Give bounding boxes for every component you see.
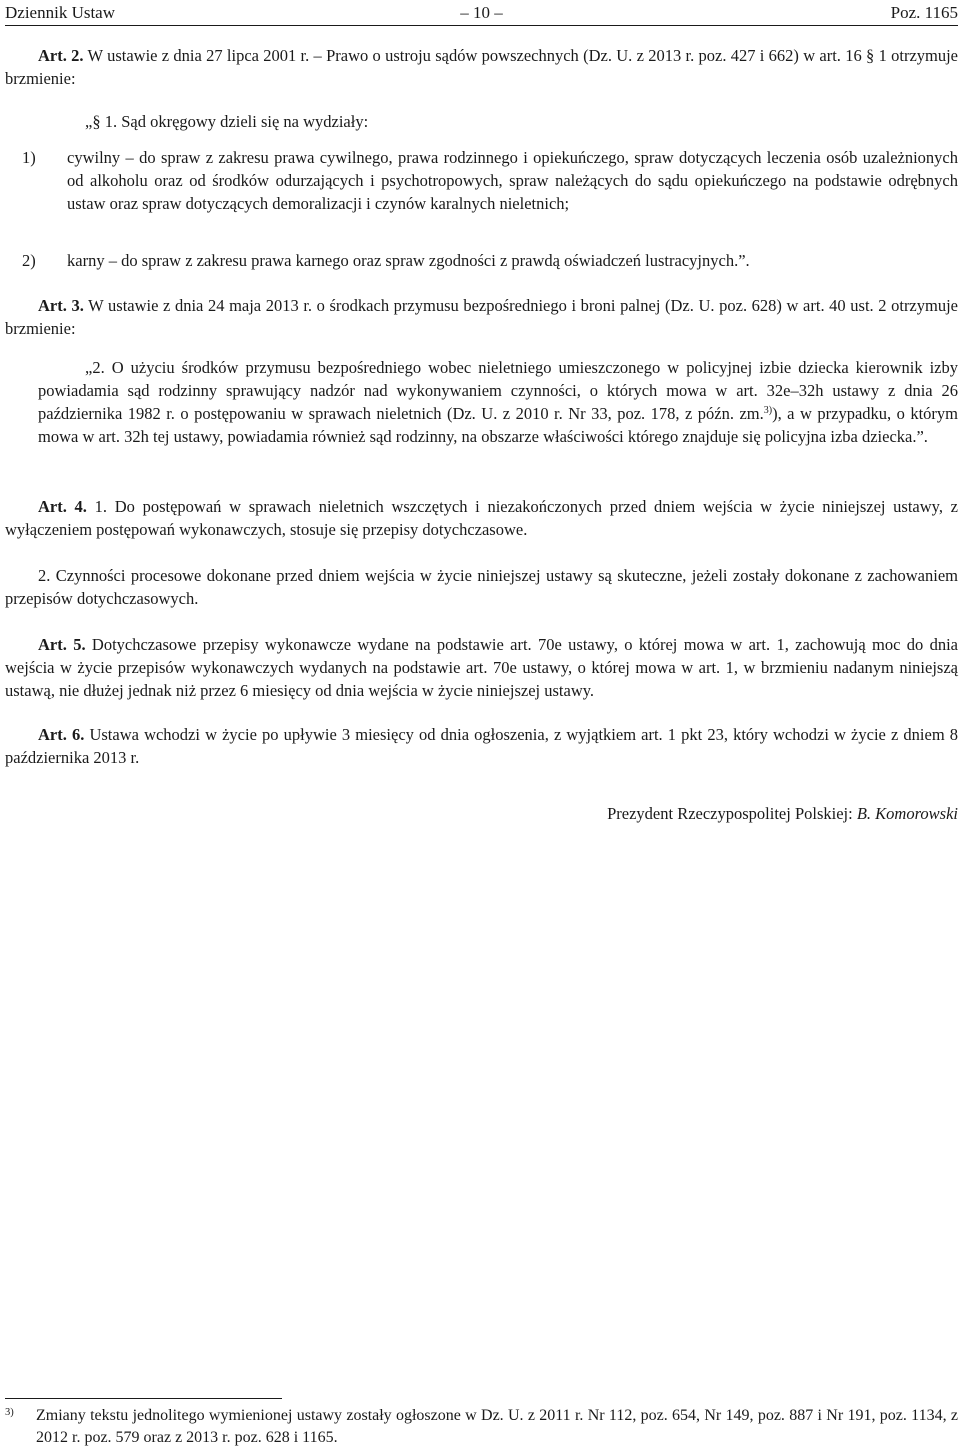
footnote-divider	[5, 1398, 282, 1399]
art5-paragraph	[5, 633, 958, 702]
art5-text: Dotychczasowe przepisy wykonawcze wydane na podstawie art. 70e ustawy, o której mowa w art. 1, zachowują moc do dnia wejścia w życie przepisów wykonawczych wydanych na podstawie art. 70e ustawy, o której mowa w art. 1, w brzmieniu nadanym niniejszą ustawą, nie dłużej jednak niż przez 6 miesięcy od dnia wejścia w życie niniejszej ustawy.	[5, 635, 959, 700]
art4-label: Art. 4.	[38, 497, 87, 516]
document-page	[5, 0, 958, 1447]
art3-text: W ustawie z dnia 24 maja 2013 r. o środkach przymusu bezpośredniego i broni palnej (Dz. U. poz. 628) w art. 40 ust. 2 otrzymuje brzmienie:	[5, 296, 959, 338]
art2-item-2	[5, 249, 958, 272]
art5-label: Art. 5.	[38, 635, 86, 654]
signature	[607, 802, 958, 825]
art2-text: W ustawie z dnia 27 lipca 2001 r. – Prawo o ustroju sądów powszechnych (Dz. U. z 2013 r. poz. 427 i 662) w art. 16 § 1 otrzymuje brzmienie:	[5, 46, 959, 88]
footnote-reference: 3)	[763, 405, 773, 416]
art6-paragraph	[5, 723, 958, 769]
art6-label: Art. 6.	[38, 725, 85, 744]
art3-label: Art. 3.	[38, 296, 84, 315]
journal-title: Dziennik Ustaw	[5, 3, 116, 22]
art3-quoted-first: „2. O użyciu środków przymusu bezpośredniego wobec nieletniego umieszczonego w policyjnej izbie dziecka kierownik izby powiadamia sąd rodzinny sprawujący nadzór nad wykonywaniem czynności, o których mowa w art. 32e–32h ustawy z dnia 26 października 1982 r. o postępowaniu w sprawach nieletnich (Dz. U. z 2010 r. Nr 33, poz. 178, z późn. zm.	[38, 358, 958, 423]
art2-paragraph	[5, 44, 958, 90]
item-number: 1)	[22, 148, 36, 167]
page-header	[5, 0, 958, 26]
signature-title: Prezydent Rzeczypospolitej Polskiej:	[607, 804, 857, 823]
art3-quoted-paragraph	[5, 356, 958, 448]
footnote	[5, 1405, 958, 1449]
art2-item-1	[5, 146, 958, 215]
signature-name: B. Komorowski	[856, 804, 958, 823]
footnote-text: Zmiany tekstu jednolitego wymienionej ustawy zostały ogłoszone w Dz. U. z 2011 r. Nr 112, poz. 654, Nr 149, poz. 887 i Nr 191, poz. 1134, z 2012 r. poz. 579 oraz z 2013 r. poz. 628 i 1165.	[36, 1407, 958, 1446]
art2-quoted-intro: „§ 1. Sąd okręgowy dzieli się na wydziały:	[85, 112, 369, 131]
art2-label: Art. 2.	[38, 46, 84, 65]
art6-text: Ustawa wchodzi w życie po upływie 3 miesięcy od dnia ogłoszenia, z wyjątkiem art. 1 pkt 23, który wchodzi w życie z dniem 8 października 2013 r.	[5, 725, 959, 767]
footnote-mark: 3)	[5, 1407, 14, 1418]
page-number: – 10 –	[460, 3, 503, 22]
art3-quoted-rest: ), a w przypadku, o którym mowa w art. 32h tej ustawy, powiadamia również sąd rodzinny, na obszarze właściwości którego znajduje się policyjna izba dziecka.”.	[38, 404, 958, 446]
item-text: cywilny – do spraw z zakresu prawa cywilnego, prawa rodzinnego i opiekuńczego, spraw dotyczących leczenia osób uzależnionych od alkoholu oraz od środków odurzających i psychotropowych, spraw należących do sądu opiekuńczego na podstawie odrębnych ustaw oraz spraw dotyczących demoralizacji i czynów karalnych nieletnich;	[67, 148, 958, 213]
art4-text-1: 1. Do postępowań w sprawach nieletnich wszczętych i niezakończonych przed dniem wejścia w życie niniejszej ustawy, z wyłączeniem postępowań wykonawczych, stosuje się przepisy dotychczasowe.	[5, 497, 958, 539]
art3-paragraph	[5, 294, 958, 340]
art4-paragraph-1	[5, 495, 958, 541]
art4-paragraph-2: 2. Czynności procesowe dokonane przed dniem wejścia w życie niniejszej ustawy są skuteczne, jeżeli zostały dokonane z zachowaniem przepisów dotychczasowych.	[5, 566, 958, 608]
item-number: 2)	[22, 251, 36, 270]
position-number: Poz. 1165	[890, 3, 958, 22]
item-text: karny – do spraw z zakresu prawa karnego oraz spraw zgodności z prawdą oświadczeń lustracyjnych.”.	[67, 251, 750, 270]
